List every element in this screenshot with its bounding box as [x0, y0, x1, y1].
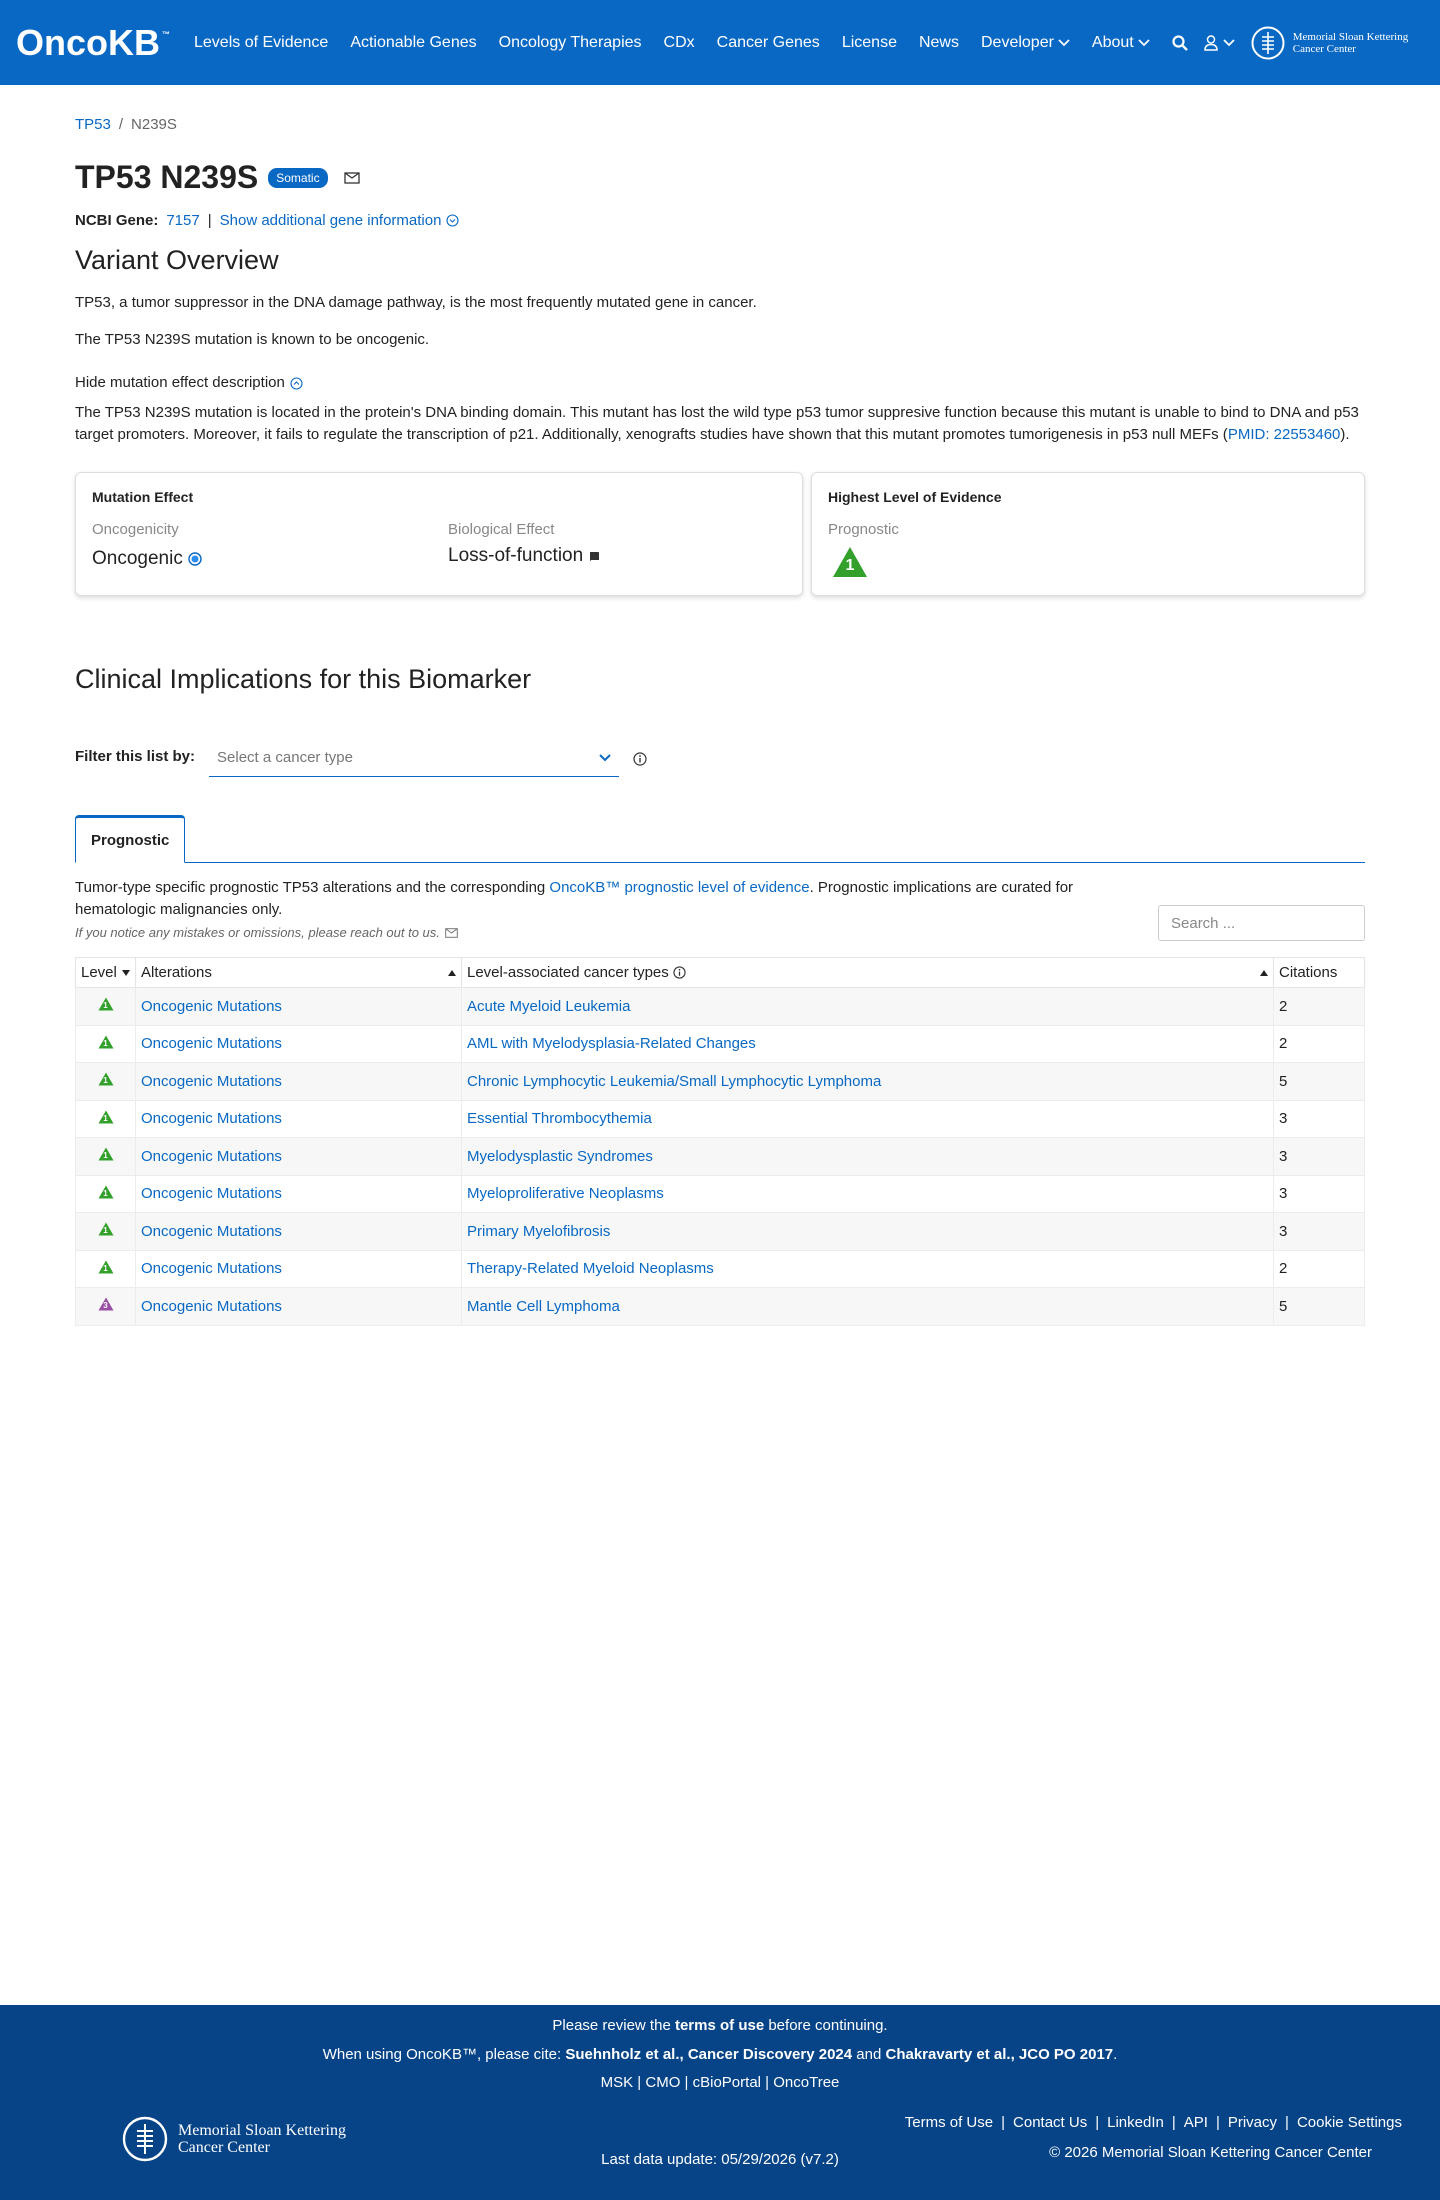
alteration-cell	[136, 988, 462, 1026]
cancer-type-cell	[462, 1288, 1274, 1326]
msk-logo[interactable]	[1251, 26, 1408, 60]
level-1-badge[interactable]	[832, 546, 868, 578]
oncogenicity-value-text: Oncogenic	[92, 548, 183, 569]
footer	[0, 2005, 1440, 2200]
chevron-down-icon	[1058, 39, 1070, 47]
cite-suehnholz-link[interactable]: Suehnholz et al., Cancer Discovery 2024	[565, 2046, 853, 2063]
level-cell	[76, 988, 136, 1026]
ncbi-gene-link[interactable]: 7157	[166, 212, 200, 229]
chevron-down-icon	[1138, 39, 1150, 47]
oncogenicity-block	[92, 521, 448, 570]
partner-oncotree[interactable]: OncoTree	[773, 2074, 840, 2091]
info-icon[interactable]	[673, 966, 686, 979]
user-icon	[1204, 35, 1218, 51]
prognostic-desc-b: . Prognostic implications are curated for hematologic malignancies only.	[75, 879, 1074, 918]
gene-info	[75, 212, 1365, 229]
table-row	[76, 1250, 1365, 1288]
footer-api-link[interactable]: API	[1183, 2114, 1208, 2131]
footer-linkedin-link[interactable]: LinkedIn	[1107, 2114, 1164, 2131]
breadcrumb-separator: /	[118, 116, 124, 133]
nav-about-label: About	[1091, 33, 1134, 51]
overview-oncogenic-summary: The TP53 N239S mutation is known to be oncogenic.	[75, 331, 430, 348]
table-row	[76, 1175, 1365, 1213]
overview-gene-summary: TP53, a tumor suppressor in the DNA damage pathway, is the most frequently mutated gene in cancer.	[75, 294, 757, 311]
terms-review-line	[0, 2017, 1440, 2034]
cancer-type-link[interactable]: Acute Myeloid Leukemia	[467, 997, 631, 1015]
cancer-type-link[interactable]: Myelodysplastic Syndromes	[467, 1147, 653, 1165]
highest-level-card	[811, 472, 1365, 596]
clinical-implications-heading: Clinical Implications for this Biomarker	[75, 664, 532, 694]
biological-effect-label: Biological Effect	[448, 521, 555, 538]
nav-license[interactable]: License	[841, 33, 897, 51]
table-row	[76, 1138, 1365, 1176]
citations-cell[interactable]: 2	[1274, 1025, 1365, 1063]
last-data-update: Last data update: 05/29/2026 (v7.2)	[601, 2151, 839, 2168]
nav-news[interactable]: News	[918, 33, 959, 51]
cite-c: and	[852, 2046, 886, 2063]
cancer-type-link[interactable]: AML with Myelodysplasia-Related Changes	[467, 1035, 756, 1053]
user-menu-dropdown[interactable]	[1204, 35, 1235, 51]
table-row	[76, 1063, 1365, 1101]
tab-prognostic[interactable]: Prognostic	[75, 815, 185, 863]
alterations-header-label: Alterations	[141, 964, 212, 981]
prognostic-level-link[interactable]: OncoKB™ prognostic level of evidence	[549, 879, 810, 896]
toggle-mutation-description-label: Hide mutation effect description	[75, 374, 285, 391]
oncogenicity-value	[92, 548, 448, 570]
alteration-cell	[136, 1138, 462, 1176]
title-row	[75, 159, 1365, 196]
table-header-row	[76, 958, 1365, 988]
cancer-type-link[interactable]: Essential Thrombocythemia	[467, 1110, 652, 1128]
msk-line2: Cancer Center	[1292, 42, 1356, 55]
level-cell	[76, 1063, 136, 1101]
table-row	[76, 1213, 1365, 1251]
level-badge[interactable]	[98, 1147, 114, 1161]
book-icon[interactable]	[588, 550, 601, 563]
mutation-effect-description	[75, 402, 1365, 446]
cancer-type-placeholder: Select a cancer type	[217, 749, 353, 766]
prognostic-table	[75, 957, 1365, 1326]
biological-effect-block	[448, 521, 601, 570]
cite-chakravarty-link[interactable]: Chakravarty et al., JCO PO 2017	[885, 2046, 1114, 2063]
prognostic-description-row	[75, 877, 1365, 957]
sort-asc-icon	[448, 970, 456, 976]
level-cell	[76, 1213, 136, 1251]
show-gene-info-link[interactable]	[220, 212, 460, 229]
level-badge[interactable]	[98, 1260, 114, 1274]
citation-line	[0, 2046, 1440, 2063]
citations-cell[interactable]: 3	[1274, 1100, 1365, 1138]
citations-cell[interactable]: 5	[1274, 1288, 1365, 1326]
cancer-type-cell	[462, 1175, 1274, 1213]
terms-review-c: before continuing.	[764, 2017, 888, 2034]
alteration-cell	[136, 1025, 462, 1063]
table-row	[76, 1288, 1365, 1326]
gene-info-separator: |	[207, 212, 212, 229]
footer-links: Terms of Use | Contact Us | LinkedIn | API | Privacy | Cookie Settings	[904, 2114, 1402, 2131]
alteration-cell	[136, 1213, 462, 1251]
chevron-down-icon	[599, 754, 611, 762]
level-badge[interactable]	[98, 1110, 114, 1124]
oncogenic-icon[interactable]	[188, 552, 202, 566]
level-value: 1	[103, 1076, 108, 1086]
level-value: 1	[103, 1151, 108, 1161]
logo-tm: ™	[162, 29, 170, 39]
filter-row	[75, 735, 1365, 777]
biological-effect-value-text: Loss-of-function	[448, 545, 584, 566]
level-value: 1	[103, 1188, 108, 1198]
level-column-header[interactable]	[76, 958, 136, 988]
nav-oncology-therapies[interactable]: Oncology Therapies	[498, 33, 642, 51]
citations-cell[interactable]: 3	[1274, 1175, 1365, 1213]
msk-logo-text	[1293, 31, 1408, 55]
level-value: 1	[103, 1226, 108, 1236]
footer-terms-link[interactable]: Terms of Use	[904, 2114, 994, 2131]
footer-msk-line1: Memorial Sloan Kettering	[178, 2122, 346, 2139]
cancer-type-link[interactable]: Mantle Cell Lymphoma	[467, 1297, 620, 1315]
footer-privacy-link[interactable]: Privacy	[1227, 2114, 1278, 2131]
alteration-cell	[136, 1100, 462, 1138]
alteration-link[interactable]: Oncogenic Mutations	[141, 1185, 282, 1203]
mutation-effect-text-end: ).	[1340, 426, 1350, 443]
alteration-link[interactable]: Oncogenic Mutations	[141, 1297, 282, 1315]
variant-overview-heading: Variant Overview	[75, 245, 279, 275]
implication-tabs	[75, 815, 1365, 863]
chevron-circle-up-icon	[290, 377, 303, 390]
ncbi-gene-label: NCBI Gene:	[75, 212, 159, 229]
level-value: 1	[103, 1001, 108, 1011]
partner-cmo[interactable]: CMO	[645, 2074, 681, 2091]
nav-cdx[interactable]: CDx	[663, 33, 695, 51]
alteration-cell	[136, 1175, 462, 1213]
alteration-link[interactable]: Oncogenic Mutations	[141, 1110, 282, 1128]
nav-developer-dropdown[interactable]	[981, 34, 1070, 52]
nav-developer-label: Developer	[980, 33, 1054, 51]
sort-desc-icon	[122, 970, 130, 976]
level-badge[interactable]	[98, 1297, 114, 1311]
alteration-cell	[136, 1250, 462, 1288]
nav-levels-of-evidence[interactable]: Levels of Evidence	[194, 33, 329, 51]
filter-label: Filter this list by:	[75, 747, 196, 765]
citations-cell[interactable]: 2	[1274, 1250, 1365, 1288]
alteration-link[interactable]: Oncogenic Mutations	[141, 1072, 282, 1090]
alteration-cell	[136, 1288, 462, 1326]
alteration-link[interactable]: Oncogenic Mutations	[141, 1260, 282, 1278]
cite-a: When using OncoKB™, please cite:	[322, 2046, 566, 2063]
table-row	[76, 1025, 1365, 1063]
info-icon[interactable]	[633, 752, 647, 766]
terms-review-a: Please review the	[552, 2017, 675, 2034]
level-badge[interactable]	[98, 1072, 114, 1086]
sort-asc-icon	[1260, 970, 1268, 976]
level-value: 1	[103, 1113, 108, 1123]
level-badge[interactable]	[98, 1035, 114, 1049]
cancer-type-cell	[462, 1250, 1274, 1288]
prognostic-desc-a: Tumor-type specific prognostic TP53 alterations and the corresponding	[75, 879, 550, 896]
mutation-effect-title: Mutation Effect	[92, 489, 194, 505]
level-cell	[76, 1025, 136, 1063]
level-cell	[76, 1100, 136, 1138]
chevron-down-icon	[1223, 39, 1235, 47]
nav-actionable-genes[interactable]: Actionable Genes	[350, 33, 477, 51]
alteration-cell	[136, 1063, 462, 1101]
level-cell	[76, 1250, 136, 1288]
partner-msk[interactable]: MSK	[600, 2074, 634, 2091]
highest-level-label: Prognostic	[828, 521, 899, 538]
cancer-types-column-header[interactable]	[462, 958, 1274, 988]
breadcrumb	[75, 116, 1365, 133]
prognostic-description	[75, 877, 1085, 921]
partner-cbioportal[interactable]: cBioPortal	[692, 2074, 761, 2091]
breadcrumb-variant: N239S	[131, 116, 177, 133]
biological-effect-value	[448, 545, 601, 567]
alteration-link[interactable]: Oncogenic Mutations	[141, 1035, 282, 1053]
mutation-effect-text: The TP53 N239S mutation is located in the protein's DNA binding domain. This mutant has lost the wild type p53 tumor suppresive function because this mutant is unable to bind to DNA and p53 target promoters. Moreover, it fails to regulate the transcription of p21. Additionally, xenografts studies have shown that this mutant promotes tumorigenesis in p53 null MEFs (	[75, 404, 1359, 443]
level-value: 1	[103, 1038, 108, 1048]
mail-icon[interactable]	[445, 928, 458, 938]
cancer-type-cell	[462, 1100, 1274, 1138]
copyright: © 2026 Memorial Sloan Kettering Cancer Center	[1049, 2144, 1372, 2161]
nav-cancer-genes[interactable]: Cancer Genes	[716, 33, 820, 51]
cancer-type-cell	[462, 988, 1274, 1026]
nav-about-dropdown[interactable]	[1092, 34, 1150, 52]
citations-cell[interactable]: 2	[1274, 988, 1365, 1026]
top-navbar	[0, 0, 1440, 85]
citations-cell[interactable]: 5	[1274, 1063, 1365, 1101]
footer-msk-line2: Cancer Center	[178, 2139, 270, 2156]
toggle-mutation-description[interactable]	[75, 372, 1365, 394]
cancer-type-cell	[462, 1063, 1274, 1101]
cancer-types-header-label: Level-associated cancer types	[467, 964, 669, 981]
oncogenicity-label: Oncogenicity	[92, 521, 179, 538]
mutation-effect-card	[75, 472, 803, 596]
footer-contact-link[interactable]: Contact Us	[1013, 2114, 1088, 2131]
level-badge[interactable]	[98, 1222, 114, 1236]
citations-cell[interactable]: 3	[1274, 1213, 1365, 1251]
main-content	[75, 85, 1365, 1326]
mail-icon[interactable]	[344, 172, 360, 184]
alteration-link[interactable]: Oncogenic Mutations	[141, 997, 282, 1015]
level-cell	[76, 1288, 136, 1326]
cancer-type-link[interactable]: Myeloproliferative Neoplasms	[467, 1185, 664, 1203]
highest-level-title: Highest Level of Evidence	[828, 489, 1002, 505]
somatic-badge: Somatic	[268, 168, 327, 188]
alterations-column-header[interactable]	[136, 958, 462, 988]
table-row	[76, 1100, 1365, 1138]
oncokb-logo[interactable]	[16, 22, 170, 64]
alteration-link[interactable]: Oncogenic Mutations	[141, 1222, 282, 1240]
level-badge[interactable]	[98, 997, 114, 1011]
level-cell	[76, 1138, 136, 1176]
alteration-link[interactable]: Oncogenic Mutations	[141, 1147, 282, 1165]
page-title: TP53 N239S	[75, 159, 259, 195]
partner-links: MSK | CMO | cBioPortal | OncoTree	[600, 2074, 840, 2091]
search-icon[interactable]	[1172, 35, 1188, 51]
msk-line1: Memorial Sloan Kettering	[1292, 30, 1409, 43]
feedback-note-text: If you notice any mistakes or omissions, please reach out to us.	[75, 925, 440, 940]
highest-level-value: 1	[845, 557, 855, 574]
chevron-circle-down-icon	[446, 214, 459, 227]
cancer-type-select[interactable]	[209, 739, 619, 777]
cancer-type-cell	[462, 1213, 1274, 1251]
cite-e: .	[1113, 2046, 1118, 2063]
summary-cards	[75, 472, 1365, 596]
cancer-type-link[interactable]: Chronic Lymphocytic Leukemia/Small Lymphocytic Lymphoma	[467, 1072, 882, 1090]
terms-of-use-link[interactable]: terms of use	[674, 2017, 765, 2034]
level-badge[interactable]	[98, 1185, 114, 1199]
level-value: 1	[103, 1263, 108, 1273]
pmid-link[interactable]: PMID: 22553460	[1227, 426, 1341, 443]
breadcrumb-gene-link[interactable]: TP53	[75, 116, 111, 133]
table-row	[76, 988, 1365, 1026]
table-body	[76, 988, 1365, 1326]
level-cell	[76, 1175, 136, 1213]
nav-menu	[194, 34, 1150, 52]
cancer-type-link[interactable]: Primary Myelofibrosis	[467, 1222, 611, 1240]
citations-cell[interactable]: 3	[1274, 1138, 1365, 1176]
citations-column-header[interactable]: Citations	[1274, 958, 1365, 988]
nav-tools	[1172, 35, 1235, 51]
footer-cookie-settings-link[interactable]: Cookie Settings	[1296, 2114, 1402, 2131]
logo-text: OncoKB	[16, 21, 160, 63]
cancer-type-cell	[462, 1138, 1274, 1176]
level-value: 3	[103, 1301, 108, 1311]
msk-emblem-icon	[1251, 26, 1285, 60]
show-gene-info-label: Show additional gene information	[219, 212, 442, 229]
cancer-type-link[interactable]: Therapy-Related Myeloid Neoplasms	[467, 1260, 714, 1278]
level-header-label: Level	[81, 964, 117, 981]
table-search-input[interactable]: Search ...	[1158, 905, 1365, 941]
cancer-type-cell	[462, 1025, 1274, 1063]
